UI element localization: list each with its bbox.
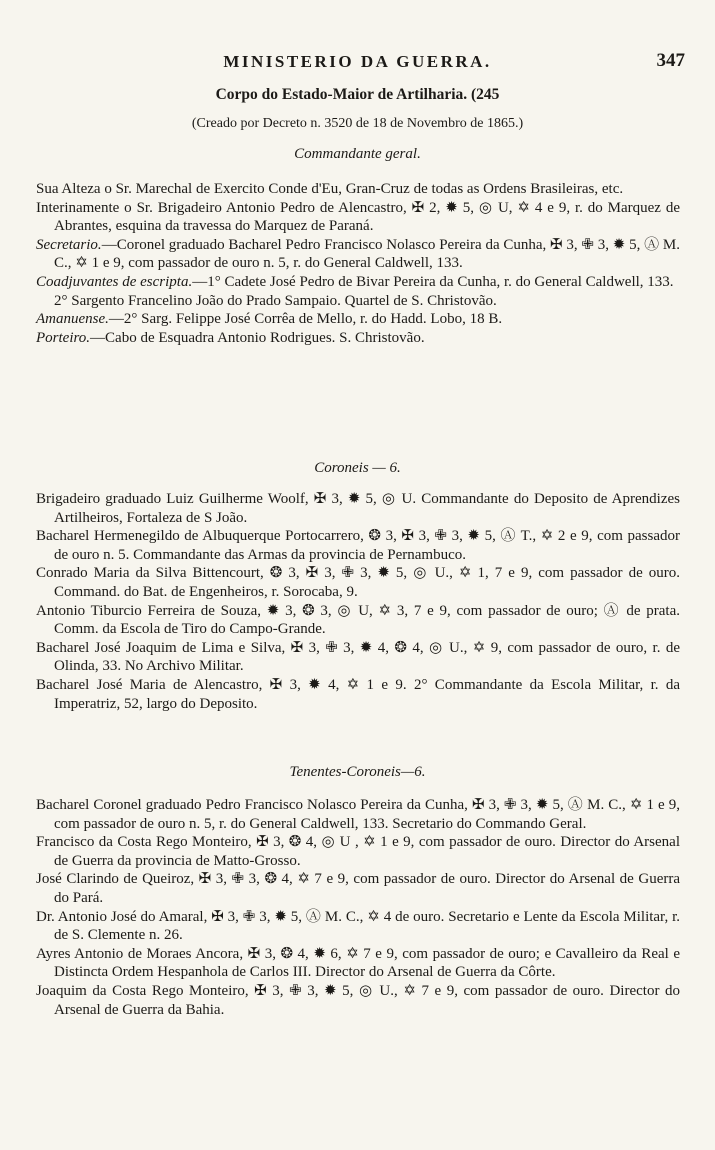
entry: Coadjuvantes de escripta.—1° Cadete José Pedro de Bivar Pereira da Cunha, r. do General Caldwell, 133. xyxy=(36,273,674,290)
entry: Sua Alteza o Sr. Marechal de Exercito Conde d'Eu, Gran-Cruz de todas as Ordens Brasileiras, etc. xyxy=(36,181,624,197)
entry: Porteiro.—Cabo de Esquadra Antonio Rodrigues. S. Christovão. xyxy=(36,329,425,346)
entry: Bacharel Hermenegildo de Albuquerque Portocarrero, ❂ 3, ✠ 3, ✙ 3, ✹ 5, Ⓐ T., ✡ 2 e 9, com passador de ouro n. 5. Commandante das Armas da provincia de Pernambuco. xyxy=(36,528,680,563)
entry: Ayres Antonio de Moraes Ancora, ✠ 3, ❂ 4, ✹ 6, ✡ 7 e 9, com passador de ouro; e Cavalleiro da Real e Distincta Ordem Hespanhola de Carlos III. Director do Arsenal de Guerra da Côrte. xyxy=(36,945,680,981)
entry: Joaquim da Costa Rego Monteiro, ✠ 3, ✙ 3, ✹ 5, ◎ U., ✡ 7 e 9, com passador de ouro. Director do Arsenal de Guerra da Bahia. xyxy=(36,982,680,1018)
entry: Dr. Antonio José do Amaral, ✠ 3, ✙ 3, ✹ 5, Ⓐ M. C., ✡ 4 de ouro. Secretario e Lente da Escola Militar, r. de S. Clemente n. 26. xyxy=(36,908,680,944)
running-header: MINISTERIO DA GUERRA. xyxy=(223,52,492,71)
entry: Bacharel Coronel graduado Pedro Francisco Nolasco Pereira da Cunha, ✠ 3, ✙ 3, ✹ 5, Ⓐ M. C., ✡ 1 e 9, com passador de ouro n. 5, r. do General Caldwell, 133. Secretario do Commando Geral. xyxy=(36,797,680,832)
entry: Conrado Maria da Silva Bittencourt, ❂ 3, ✠ 3, ✙ 3, ✹ 5, ◎ U., ✡ 1, 7 e 9, com passador de ouro. Command. do Bat. de Engenheiros, r. Sorocaba, 9. xyxy=(36,565,680,600)
coroneis-entries xyxy=(36,490,680,713)
entry: 2° Sargento Francelino João do Prado Sampaio. Quartel de S. Christovão. xyxy=(54,292,497,309)
entry: Interinamente o Sr. Brigadeiro Antonio Pedro de Alencastro, ✠ 2, ✹ 5, ◎ U, ✡ 4 e 9, r. do Marquez de Abrantes, esquina da travessa do Marquez de Paraná. xyxy=(36,199,680,235)
section-title-commandante: Commandante geral. xyxy=(294,146,421,162)
tenentes-entries xyxy=(36,796,680,1019)
commandante-entries xyxy=(36,180,680,347)
entry: Francisco da Costa Rego Monteiro, ✠ 3, ❂ 4, ◎ U , ✡ 1 e 9, com passador de ouro. Director do Arsenal de Guerra da provincia de Matto-Grosso. xyxy=(36,834,680,869)
entry: Brigadeiro graduado Luiz Guilherme Woolf, ✠ 3, ✹ 5, ◎ U. Commandante do Deposito de Aprendizes Artilheiros, Fortaleza de S João. xyxy=(36,491,680,526)
page-number: 347 xyxy=(656,50,685,71)
decree-note: (Creado por Decreto n. 3520 de 18 de Novembro de 1865.) xyxy=(191,116,524,131)
entry: Antonio Tiburcio Ferreira de Souza, ✹ 3, ❂ 3, ◎ U, ✡ 3, 7 e 9, com passador de ouro; Ⓐ de prata. Comm. da Escola de Tiro do Campo-Grande. xyxy=(36,602,680,638)
corps-title: Corpo do Estado-Maior de Artilharia. (245 xyxy=(215,86,500,103)
entry: José Clarindo de Queiroz, ✠ 3, ✙ 3, ❂ 4, ✡ 7 e 9, com passador de ouro. Director do Arsenal de Guerra do Pará. xyxy=(36,871,680,906)
section-title-tenentes: Tenentes-Coroneis—6. xyxy=(289,764,426,780)
entry: Bacharel José Maria de Alencastro, ✠ 3, ✹ 4, ✡ 1 e 9. 2° Commandante da Escola Militar, r. da Imperatriz, 52, largo do Deposito. xyxy=(36,676,680,712)
entry: Amanuense.—2° Sarg. Felippe José Corrêa de Mello, r. do Hadd. Lobo, 18 B. xyxy=(36,311,503,328)
section-title-coroneis: Coroneis — 6. xyxy=(314,460,401,476)
entry: Bacharel José Joaquim de Lima e Silva, ✠ 3, ✙ 3, ✹ 4, ❂ 4, ◎ U., ✡ 9, com passador de ouro, r. de Olinda, 33. No Archivo Militar. xyxy=(36,639,680,675)
entry: Secretario.—Coronel graduado Bacharel Pedro Francisco Nolasco Pereira da Cunha, ✠ 3, ✙ 3, ✹ 5, Ⓐ M. C., ✡ 1 e 9, com passador de ouro n. 5, r. do General Caldwell, 133. xyxy=(36,236,680,272)
